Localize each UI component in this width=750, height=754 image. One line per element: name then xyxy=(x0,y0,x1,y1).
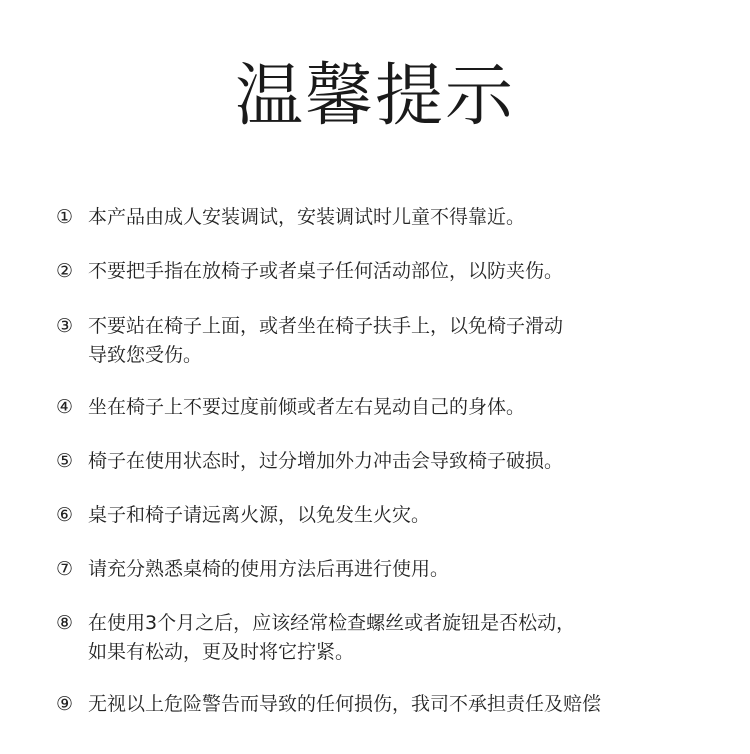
tip-item xyxy=(56,312,716,370)
tip-item xyxy=(56,393,716,422)
tip-text: 椅子在使用状态时，过分增加外力冲击会导致椅子破损。 xyxy=(88,450,564,472)
tip-number: ② xyxy=(56,260,74,282)
tip-number: ④ xyxy=(56,396,74,418)
tip-item xyxy=(56,501,716,530)
tip-text: 请充分熟悉桌椅的使用方法后再进行使用。 xyxy=(88,558,450,580)
tip-text-continuation: 导致您受伤。 xyxy=(88,344,203,366)
tip-text: 不要站在椅子上面，或者坐在椅子扶手上，以免椅子滑动 xyxy=(88,315,564,337)
tip-item xyxy=(56,447,716,476)
tip-text: 坐在椅子上不要过度前倾或者左右晃动自己的身体。 xyxy=(88,396,526,418)
tip-item xyxy=(56,609,716,667)
tip-number: ① xyxy=(56,206,74,228)
tip-number: ⑤ xyxy=(56,450,74,472)
tip-item xyxy=(56,203,716,232)
tip-item xyxy=(56,690,716,719)
tip-number: ⑧ xyxy=(56,612,74,634)
tip-text: 本产品由成人安装调试，安装调试时儿童不得靠近。 xyxy=(88,206,526,228)
tip-number: ③ xyxy=(56,315,74,337)
tip-number: ⑦ xyxy=(56,558,74,580)
tip-item xyxy=(56,555,716,584)
tip-number: ⑥ xyxy=(56,504,74,526)
tip-text: 不要把手指在放椅子或者桌子任何活动部位，以防夹伤。 xyxy=(88,260,564,282)
tip-text-continuation: 如果有松动，更及时将它拧紧。 xyxy=(88,641,355,663)
tip-item xyxy=(56,257,716,286)
tip-text: 桌子和椅子请远离火源，以免发生火灾。 xyxy=(88,504,431,526)
tip-text: 无视以上危险警告而导致的任何损伤，我司不承担责任及赔偿 xyxy=(88,693,602,715)
page-title: 温馨提示 xyxy=(234,57,515,136)
tip-text: 在使用3个月之后，应该经常检查螺丝或者旋钮是否松动， xyxy=(88,612,576,634)
tip-number: ⑨ xyxy=(56,693,74,715)
